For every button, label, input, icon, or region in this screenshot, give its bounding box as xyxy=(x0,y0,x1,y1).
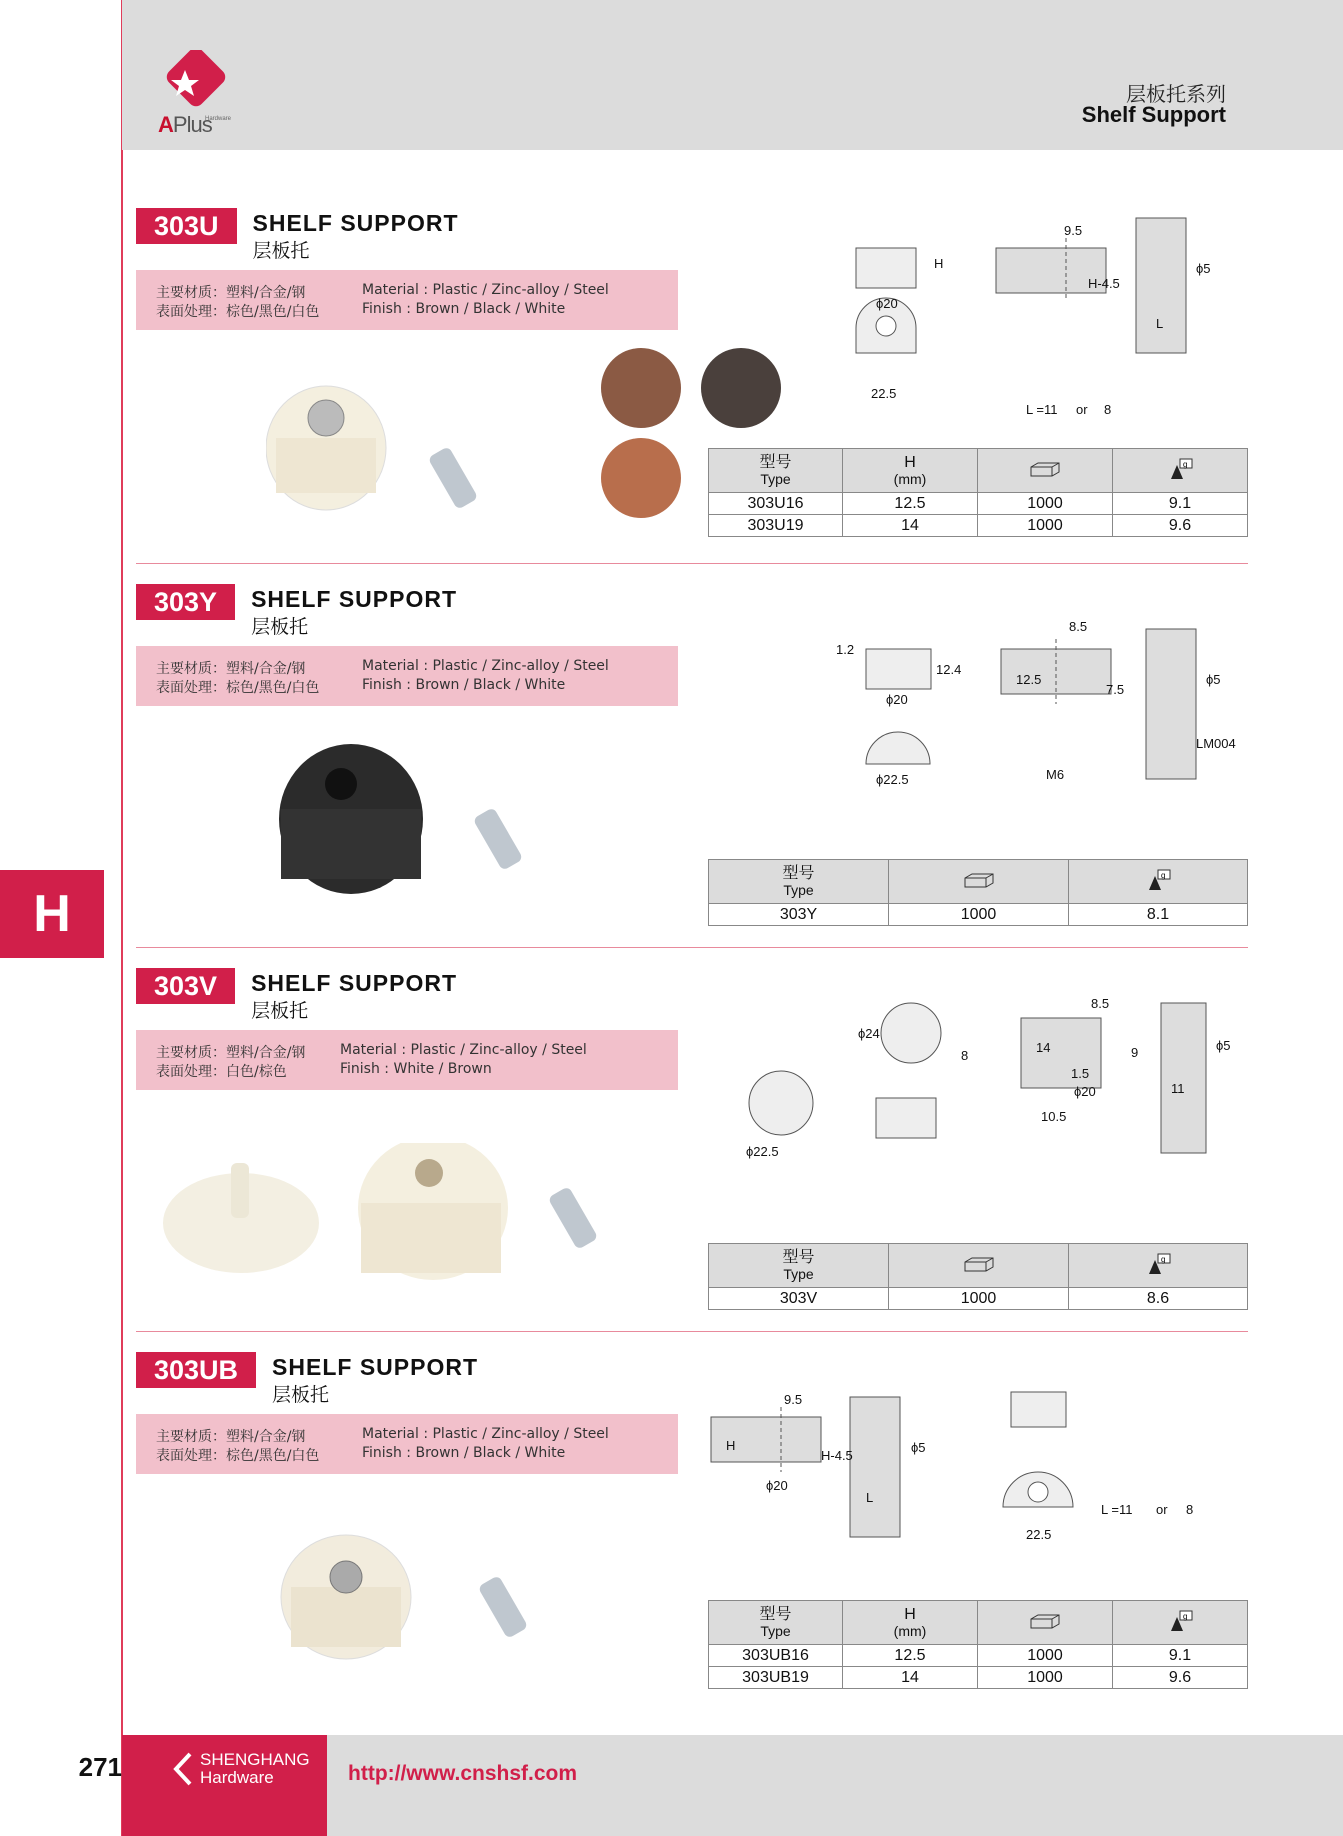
table-row: 303Y 1000 8.1 xyxy=(709,904,1248,926)
svg-text:g: g xyxy=(1161,870,1166,880)
spec-table xyxy=(708,1600,1248,1689)
dim-label: L xyxy=(1156,316,1164,331)
dim-label: ϕ20 xyxy=(766,1478,788,1493)
material-box xyxy=(136,646,678,706)
dim-label: L =11 xyxy=(1026,402,1058,417)
product-photo xyxy=(161,1143,641,1293)
svg-text:g: g xyxy=(1183,459,1188,469)
arrow-left-icon xyxy=(172,1752,192,1786)
col-weight xyxy=(1069,1244,1248,1288)
material-en: Material : Plastic / Zinc-alloy / Steel xyxy=(362,658,609,674)
page-number: 271 xyxy=(78,1752,122,1782)
weight-icon xyxy=(1143,1252,1173,1276)
product-subtitle: 层板托 xyxy=(251,1000,309,1022)
product-code-badge: 303UB xyxy=(136,1352,256,1388)
logo-subtext: Hardware xyxy=(205,116,232,122)
finish-en: Finish : Brown / Black / White xyxy=(362,301,566,317)
footer-brand-line1: SHENGHANG xyxy=(200,1750,310,1769)
table-row: 303V 1000 8.6 xyxy=(709,1288,1248,1310)
col-type: 型号 Type xyxy=(709,1601,843,1645)
page-title-cn: 层板托系列 xyxy=(1126,82,1226,106)
dim-label: ϕ20 xyxy=(876,296,898,311)
col-weight xyxy=(1113,1601,1248,1645)
dim-label: 9 xyxy=(1131,1045,1139,1060)
material-en: Material : Plastic / Zinc-alloy / Steel xyxy=(362,1426,609,1442)
dim-label: M6 xyxy=(1046,767,1065,782)
dim-label: 12.5 xyxy=(1016,672,1042,687)
col-weight xyxy=(1069,860,1248,904)
finish-en: Finish : Brown / Black / White xyxy=(362,1445,566,1461)
material-en: Material : Plastic / Zinc-alloy / Steel xyxy=(340,1042,587,1058)
svg-text:g: g xyxy=(1183,1611,1188,1621)
dim-label: 7.5 xyxy=(1106,682,1125,697)
box-icon xyxy=(962,1255,996,1273)
dim-label: L =11 xyxy=(1101,1502,1133,1517)
dim-label: 9.5 xyxy=(1064,223,1083,238)
product-photo xyxy=(276,1532,606,1682)
dim-label: 11 xyxy=(1171,1081,1185,1096)
dim-label: ϕ20 xyxy=(1074,1084,1096,1099)
technical-drawing xyxy=(706,988,1251,1168)
footer-brand-line2: Hardware xyxy=(200,1768,274,1787)
dim-label: ϕ5 xyxy=(911,1440,926,1455)
dim-label: 12.4 xyxy=(936,662,962,677)
col-h: H (mm) xyxy=(843,1601,978,1645)
weight-icon xyxy=(1165,1609,1195,1633)
dim-label: ϕ5 xyxy=(1216,1038,1231,1053)
section-divider xyxy=(136,563,1248,564)
dim-label: LM004 xyxy=(1196,736,1236,751)
finish-cn: 表面处理：棕色/黑色/白色 xyxy=(156,304,320,320)
table-row: 303UB16 12.5 1000 9.1 xyxy=(709,1645,1248,1667)
page-title-en: Shelf Support xyxy=(1081,102,1226,127)
material-cn: 主要材质：塑料/合金/钢 xyxy=(156,1429,306,1445)
dim-label: 22.5 xyxy=(1026,1527,1052,1542)
dim-label: ϕ20 xyxy=(886,692,908,707)
product-title: SHELF SUPPORT xyxy=(251,970,458,996)
col-type: 型号 Type xyxy=(709,860,889,904)
dim-label: ϕ22.5 xyxy=(876,772,909,787)
dim-label: 9.5 xyxy=(784,1392,803,1407)
col-type: 型号 Type xyxy=(709,449,843,493)
weight-icon xyxy=(1165,457,1195,481)
product-subtitle: 层板托 xyxy=(272,1384,330,1406)
table-row: 303UB19 14 1000 9.6 xyxy=(709,1667,1248,1689)
col-box xyxy=(978,1601,1113,1645)
product-section-303ub xyxy=(136,1352,1248,1722)
box-icon xyxy=(1028,460,1062,478)
material-box xyxy=(136,1030,678,1090)
col-box xyxy=(889,1244,1069,1288)
dim-label: 10.5 xyxy=(1041,1109,1067,1124)
product-code-badge: 303U xyxy=(136,208,237,244)
material-en: Material : Plastic / Zinc-alloy / Steel xyxy=(362,282,609,298)
section-divider xyxy=(136,947,1248,948)
technical-drawing xyxy=(836,198,1256,418)
weight-icon xyxy=(1143,868,1173,892)
dim-label: ϕ5 xyxy=(1206,672,1221,687)
product-code-badge: 303Y xyxy=(136,584,235,620)
dim-label: ϕ5 xyxy=(1196,261,1211,276)
product-title: SHELF SUPPORT xyxy=(251,586,458,612)
product-photo xyxy=(266,378,596,548)
technical-drawing xyxy=(706,1382,1251,1557)
finish-cn: 表面处理：白色/棕色 xyxy=(156,1064,287,1080)
finish-cn: 表面处理：棕色/黑色/白色 xyxy=(156,1448,320,1464)
section-divider xyxy=(136,1331,1248,1332)
dim-label: 22.5 xyxy=(871,386,897,401)
dim-label: ϕ24 xyxy=(858,1026,880,1041)
col-weight xyxy=(1113,449,1248,493)
spec-table xyxy=(708,1243,1248,1310)
col-h: H (mm) xyxy=(843,449,978,493)
dim-label: or xyxy=(1076,402,1088,417)
dim-label: H-4.5 xyxy=(1088,276,1120,291)
box-icon xyxy=(1028,1612,1062,1630)
product-subtitle: 层板托 xyxy=(251,616,309,638)
material-cn: 主要材质：塑料/合金/钢 xyxy=(156,661,306,677)
material-cn: 主要材质：塑料/合金/钢 xyxy=(156,285,306,301)
product-title: SHELF SUPPORT xyxy=(272,1354,479,1380)
product-subtitle: 层板托 xyxy=(252,240,310,262)
material-box xyxy=(136,270,678,330)
dim-label: 1.2 xyxy=(836,642,855,657)
table-row: 303U16 12.5 1000 9.1 xyxy=(709,493,1248,515)
material-box xyxy=(136,1414,678,1474)
table-row: 303U19 14 1000 9.6 xyxy=(709,515,1248,537)
dim-label: 8 xyxy=(1186,1502,1194,1517)
box-icon xyxy=(962,871,996,889)
product-section-303y xyxy=(136,584,1248,929)
dim-label: 1.5 xyxy=(1071,1066,1090,1081)
dim-label: 8.5 xyxy=(1091,996,1110,1011)
dim-label: 8.5 xyxy=(1069,619,1088,634)
col-type: 型号 Type xyxy=(709,1244,889,1288)
svg-text:g: g xyxy=(1161,1254,1166,1264)
dim-label: ϕ22.5 xyxy=(746,1144,779,1159)
dim-label: or xyxy=(1156,1502,1168,1517)
product-title: SHELF SUPPORT xyxy=(252,210,459,236)
spec-table xyxy=(708,859,1248,926)
technical-drawing xyxy=(836,584,1256,794)
dim-label: H xyxy=(726,1438,736,1453)
dim-label: H-4.5 xyxy=(821,1448,853,1463)
website-link[interactable]: http://www.cnshsf.com xyxy=(348,1762,578,1785)
dim-label: 14 xyxy=(1036,1040,1051,1055)
material-cn: 主要材质：塑料/合金/钢 xyxy=(156,1045,306,1061)
col-box xyxy=(978,449,1113,493)
finish-en: Finish : Brown / Black / White xyxy=(362,677,566,693)
dim-label: 8 xyxy=(961,1048,969,1063)
logo-wordmark: APlus xyxy=(158,112,212,137)
dim-label: H xyxy=(934,256,944,271)
product-section-303u xyxy=(136,208,1248,568)
left-rule xyxy=(121,0,123,1836)
dim-label: 8 xyxy=(1104,402,1112,417)
section-tab-h[interactable]: H xyxy=(0,870,104,958)
col-box xyxy=(889,860,1069,904)
spec-table xyxy=(708,448,1248,537)
product-section-303v xyxy=(136,968,1248,1313)
product-photo xyxy=(271,739,601,919)
dim-label: L xyxy=(866,1490,874,1505)
finish-en: Finish : White / Brown xyxy=(340,1061,492,1077)
product-code-badge: 303V xyxy=(136,968,235,1004)
finish-cn: 表面处理：棕色/黑色/白色 xyxy=(156,680,320,696)
